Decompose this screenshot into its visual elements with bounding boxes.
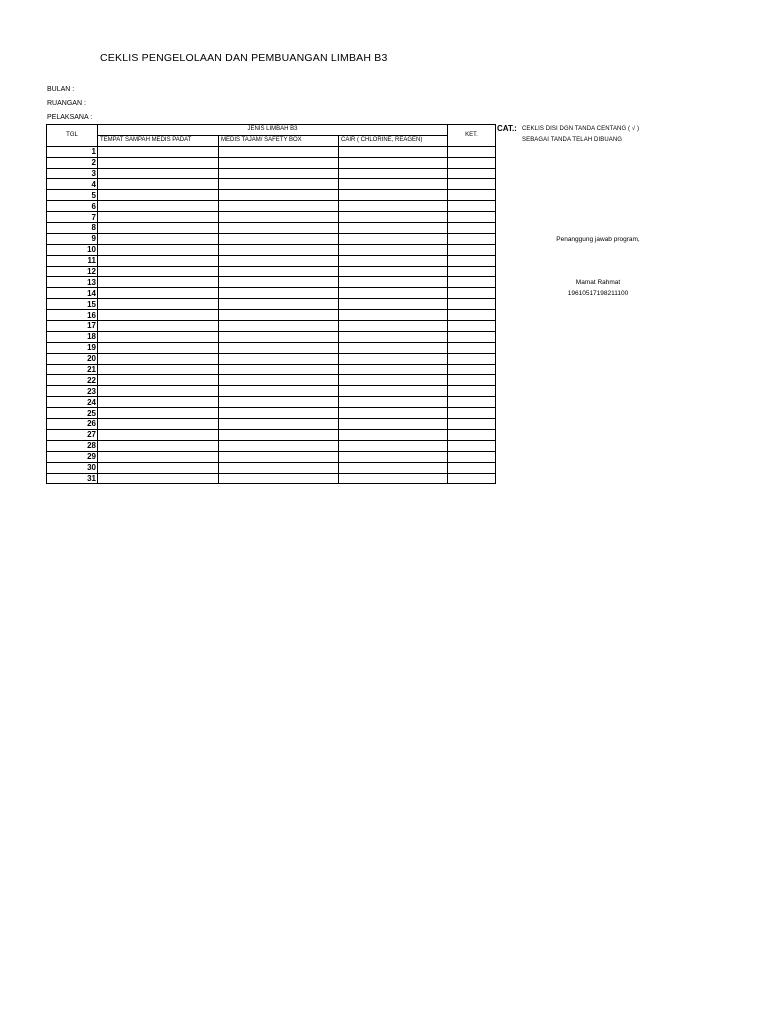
medis-padat-cell[interactable] <box>98 233 219 244</box>
cair-cell[interactable] <box>339 190 448 201</box>
day-number: 2 <box>47 157 98 168</box>
day-number: 14 <box>47 288 98 299</box>
day-number: 23 <box>47 386 98 397</box>
table-row <box>47 277 496 288</box>
day-number: 18 <box>47 331 98 342</box>
table-row <box>47 223 496 234</box>
day-number: 22 <box>47 375 98 386</box>
table-row <box>47 462 496 473</box>
ket-cell[interactable] <box>448 168 496 179</box>
medis-tajam-cell[interactable] <box>219 310 339 321</box>
medis-tajam-cell[interactable] <box>219 342 339 353</box>
day-number: 19 <box>47 342 98 353</box>
ket-cell[interactable] <box>448 375 496 386</box>
day-number: 15 <box>47 299 98 310</box>
medis-padat-cell[interactable] <box>98 299 219 310</box>
table-row <box>47 179 496 190</box>
table-row <box>47 190 496 201</box>
cair-cell[interactable] <box>339 277 448 288</box>
medis-tajam-cell[interactable] <box>219 157 339 168</box>
medis-tajam-cell[interactable] <box>219 288 339 299</box>
cair-cell[interactable] <box>339 146 448 157</box>
day-number: 3 <box>47 168 98 179</box>
ket-cell[interactable] <box>448 190 496 201</box>
signature-role: Penanggung jawab program, <box>556 236 640 243</box>
day-number: 28 <box>47 440 98 451</box>
day-number: 10 <box>47 244 98 255</box>
ket-cell[interactable] <box>448 244 496 255</box>
ket-cell[interactable] <box>448 419 496 430</box>
table-row <box>47 473 496 484</box>
day-number: 7 <box>47 212 98 223</box>
medis-tajam-cell[interactable] <box>219 364 339 375</box>
cair-cell[interactable] <box>339 397 448 408</box>
table-row <box>47 386 496 397</box>
ket-cell[interactable] <box>448 266 496 277</box>
day-number: 11 <box>47 255 98 266</box>
note-line-1: CEKLIS DISI DGN TANDA CENTANG ( √ ) <box>522 126 640 132</box>
medis-tajam-cell[interactable] <box>219 299 339 310</box>
medis-padat-cell[interactable] <box>98 473 219 484</box>
cair-cell[interactable] <box>339 168 448 179</box>
medis-padat-cell[interactable] <box>98 408 219 419</box>
ket-cell[interactable] <box>448 201 496 212</box>
table-header-row <box>47 125 496 136</box>
cair-cell[interactable] <box>339 266 448 277</box>
medis-tajam-cell[interactable] <box>219 331 339 342</box>
signature-nip: 19610517198211100 <box>567 290 629 297</box>
cair-cell[interactable] <box>339 255 448 266</box>
medis-padat-cell[interactable] <box>98 179 219 190</box>
medis-padat-cell[interactable] <box>98 462 219 473</box>
cair-cell[interactable] <box>339 233 448 244</box>
field-pelaksana: PELAKSANA : <box>47 114 93 121</box>
ket-cell[interactable] <box>448 299 496 310</box>
ket-cell[interactable] <box>448 310 496 321</box>
medis-tajam-cell[interactable] <box>219 212 339 223</box>
medis-padat-cell[interactable] <box>98 146 219 157</box>
medis-tajam-cell[interactable] <box>219 375 339 386</box>
ket-cell[interactable] <box>448 462 496 473</box>
ket-cell[interactable] <box>448 321 496 332</box>
table-row <box>47 397 496 408</box>
medis-padat-cell[interactable] <box>98 168 219 179</box>
table-row <box>47 255 496 266</box>
cair-cell[interactable] <box>339 212 448 223</box>
cair-cell[interactable] <box>339 157 448 168</box>
medis-padat-cell[interactable] <box>98 223 219 234</box>
note-label: CAT.: <box>497 124 517 133</box>
medis-tajam-cell[interactable] <box>219 255 339 266</box>
day-number: 31 <box>47 473 98 484</box>
cair-cell[interactable] <box>339 364 448 375</box>
header-cair: CAIR ( CHLORINE, REAGEN) <box>339 135 448 146</box>
ket-cell[interactable] <box>448 342 496 353</box>
table-row <box>47 342 496 353</box>
cair-cell[interactable] <box>339 429 448 440</box>
table-row <box>47 321 496 332</box>
cair-cell[interactable] <box>339 201 448 212</box>
day-number: 5 <box>47 190 98 201</box>
ket-cell[interactable] <box>448 146 496 157</box>
ket-cell[interactable] <box>448 451 496 462</box>
medis-padat-cell[interactable] <box>98 440 219 451</box>
medis-padat-cell[interactable] <box>98 321 219 332</box>
ket-cell[interactable] <box>448 397 496 408</box>
medis-tajam-cell[interactable] <box>219 168 339 179</box>
medis-padat-cell[interactable] <box>98 212 219 223</box>
table-row <box>47 201 496 212</box>
field-bulan: BULAN : <box>47 86 75 93</box>
day-number: 24 <box>47 397 98 408</box>
header-jenis-limbah: JENIS LIMBAH B3 <box>98 125 448 136</box>
medis-tajam-cell[interactable] <box>219 408 339 419</box>
day-number: 13 <box>47 277 98 288</box>
medis-padat-cell[interactable] <box>98 190 219 201</box>
day-number: 6 <box>47 201 98 212</box>
ket-cell[interactable] <box>448 364 496 375</box>
day-number: 29 <box>47 451 98 462</box>
medis-padat-cell[interactable] <box>98 386 219 397</box>
cair-cell[interactable] <box>339 408 448 419</box>
table-row <box>47 212 496 223</box>
table-row <box>47 429 496 440</box>
table-row <box>47 375 496 386</box>
table-row <box>47 419 496 430</box>
medis-padat-cell[interactable] <box>98 342 219 353</box>
medis-padat-cell[interactable] <box>98 288 219 299</box>
medis-tajam-cell[interactable] <box>219 353 339 364</box>
table-row <box>47 331 496 342</box>
table-row <box>47 244 496 255</box>
medis-tajam-cell[interactable] <box>219 473 339 484</box>
cair-cell[interactable] <box>339 288 448 299</box>
medis-padat-cell[interactable] <box>98 364 219 375</box>
day-number: 8 <box>47 223 98 234</box>
cair-cell[interactable] <box>339 386 448 397</box>
ket-cell[interactable] <box>448 277 496 288</box>
medis-tajam-cell[interactable] <box>219 179 339 190</box>
ket-cell[interactable] <box>448 429 496 440</box>
medis-padat-cell[interactable] <box>98 255 219 266</box>
medis-tajam-cell[interactable] <box>219 244 339 255</box>
medis-tajam-cell[interactable] <box>219 277 339 288</box>
checklist-table <box>46 124 496 484</box>
medis-padat-cell[interactable] <box>98 375 219 386</box>
medis-padat-cell[interactable] <box>98 266 219 277</box>
ket-cell[interactable] <box>448 331 496 342</box>
medis-tajam-cell[interactable] <box>219 429 339 440</box>
day-number: 1 <box>47 146 98 157</box>
ket-cell[interactable] <box>448 353 496 364</box>
ket-cell[interactable] <box>448 223 496 234</box>
cair-cell[interactable] <box>339 375 448 386</box>
medis-padat-cell[interactable] <box>98 310 219 321</box>
medis-padat-cell[interactable] <box>98 397 219 408</box>
cair-cell[interactable] <box>339 353 448 364</box>
cair-cell[interactable] <box>339 451 448 462</box>
page-title: CEKLIS PENGELOLAAN DAN PEMBUANGAN LIMBAH B3 <box>100 52 388 64</box>
table-row <box>47 364 496 375</box>
table-row <box>47 168 496 179</box>
field-ruangan: RUANGAN : <box>47 100 86 107</box>
day-number: 26 <box>47 419 98 430</box>
day-number: 30 <box>47 462 98 473</box>
ket-cell[interactable] <box>448 179 496 190</box>
medis-padat-cell[interactable] <box>98 451 219 462</box>
signature-name: Mamat Rahmat <box>575 279 621 286</box>
day-number: 16 <box>47 310 98 321</box>
cair-cell[interactable] <box>339 342 448 353</box>
table-row <box>47 353 496 364</box>
table-row <box>47 408 496 419</box>
ket-cell[interactable] <box>448 157 496 168</box>
medis-tajam-cell[interactable] <box>219 201 339 212</box>
ket-cell[interactable] <box>448 233 496 244</box>
medis-tajam-cell[interactable] <box>219 146 339 157</box>
medis-padat-cell[interactable] <box>98 277 219 288</box>
medis-tajam-cell[interactable] <box>219 321 339 332</box>
table-row <box>47 310 496 321</box>
medis-padat-cell[interactable] <box>98 429 219 440</box>
day-number: 20 <box>47 353 98 364</box>
cair-cell[interactable] <box>339 440 448 451</box>
day-number: 12 <box>47 266 98 277</box>
table-row <box>47 233 496 244</box>
medis-tajam-cell[interactable] <box>219 233 339 244</box>
day-number: 4 <box>47 179 98 190</box>
medis-tajam-cell[interactable] <box>219 223 339 234</box>
day-number: 21 <box>47 364 98 375</box>
medis-padat-cell[interactable] <box>98 353 219 364</box>
cair-cell[interactable] <box>339 331 448 342</box>
cair-cell[interactable] <box>339 462 448 473</box>
medis-padat-cell[interactable] <box>98 244 219 255</box>
ket-cell[interactable] <box>448 288 496 299</box>
ket-cell[interactable] <box>448 386 496 397</box>
cair-cell[interactable] <box>339 223 448 234</box>
note-line-2: SEBAGAI TANDA TELAH DIBUANG <box>522 137 623 143</box>
medis-tajam-cell[interactable] <box>219 462 339 473</box>
table-row <box>47 440 496 451</box>
medis-tajam-cell[interactable] <box>219 266 339 277</box>
medis-tajam-cell[interactable] <box>219 419 339 430</box>
table-row <box>47 157 496 168</box>
medis-padat-cell[interactable] <box>98 331 219 342</box>
table-row <box>47 146 496 157</box>
medis-padat-cell[interactable] <box>98 201 219 212</box>
table-row <box>47 451 496 462</box>
header-medis-padat: TEMPAT SAMPAH MEDIS PADAT <box>98 135 219 146</box>
ket-cell[interactable] <box>448 212 496 223</box>
medis-tajam-cell[interactable] <box>219 451 339 462</box>
cair-cell[interactable] <box>339 419 448 430</box>
table-row <box>47 266 496 277</box>
medis-tajam-cell[interactable] <box>219 397 339 408</box>
cair-cell[interactable] <box>339 310 448 321</box>
medis-padat-cell[interactable] <box>98 157 219 168</box>
ket-cell[interactable] <box>448 440 496 451</box>
table-row <box>47 299 496 310</box>
header-tgl: TGL <box>47 125 98 147</box>
ket-cell[interactable] <box>448 473 496 484</box>
table-row <box>47 288 496 299</box>
header-medis-tajam: MEDIS TAJAM/ SAFETY BOX <box>219 135 339 146</box>
cair-cell[interactable] <box>339 321 448 332</box>
table-subheader-row <box>47 135 496 146</box>
ket-cell[interactable] <box>448 255 496 266</box>
header-ket: KET. <box>448 125 496 147</box>
day-number: 27 <box>47 429 98 440</box>
day-number: 9 <box>47 233 98 244</box>
cair-cell[interactable] <box>339 473 448 484</box>
day-number: 25 <box>47 408 98 419</box>
cair-cell[interactable] <box>339 244 448 255</box>
cair-cell[interactable] <box>339 179 448 190</box>
ket-cell[interactable] <box>448 408 496 419</box>
medis-tajam-cell[interactable] <box>219 190 339 201</box>
cair-cell[interactable] <box>339 299 448 310</box>
medis-tajam-cell[interactable] <box>219 440 339 451</box>
day-number: 17 <box>47 321 98 332</box>
medis-padat-cell[interactable] <box>98 419 219 430</box>
medis-tajam-cell[interactable] <box>219 386 339 397</box>
